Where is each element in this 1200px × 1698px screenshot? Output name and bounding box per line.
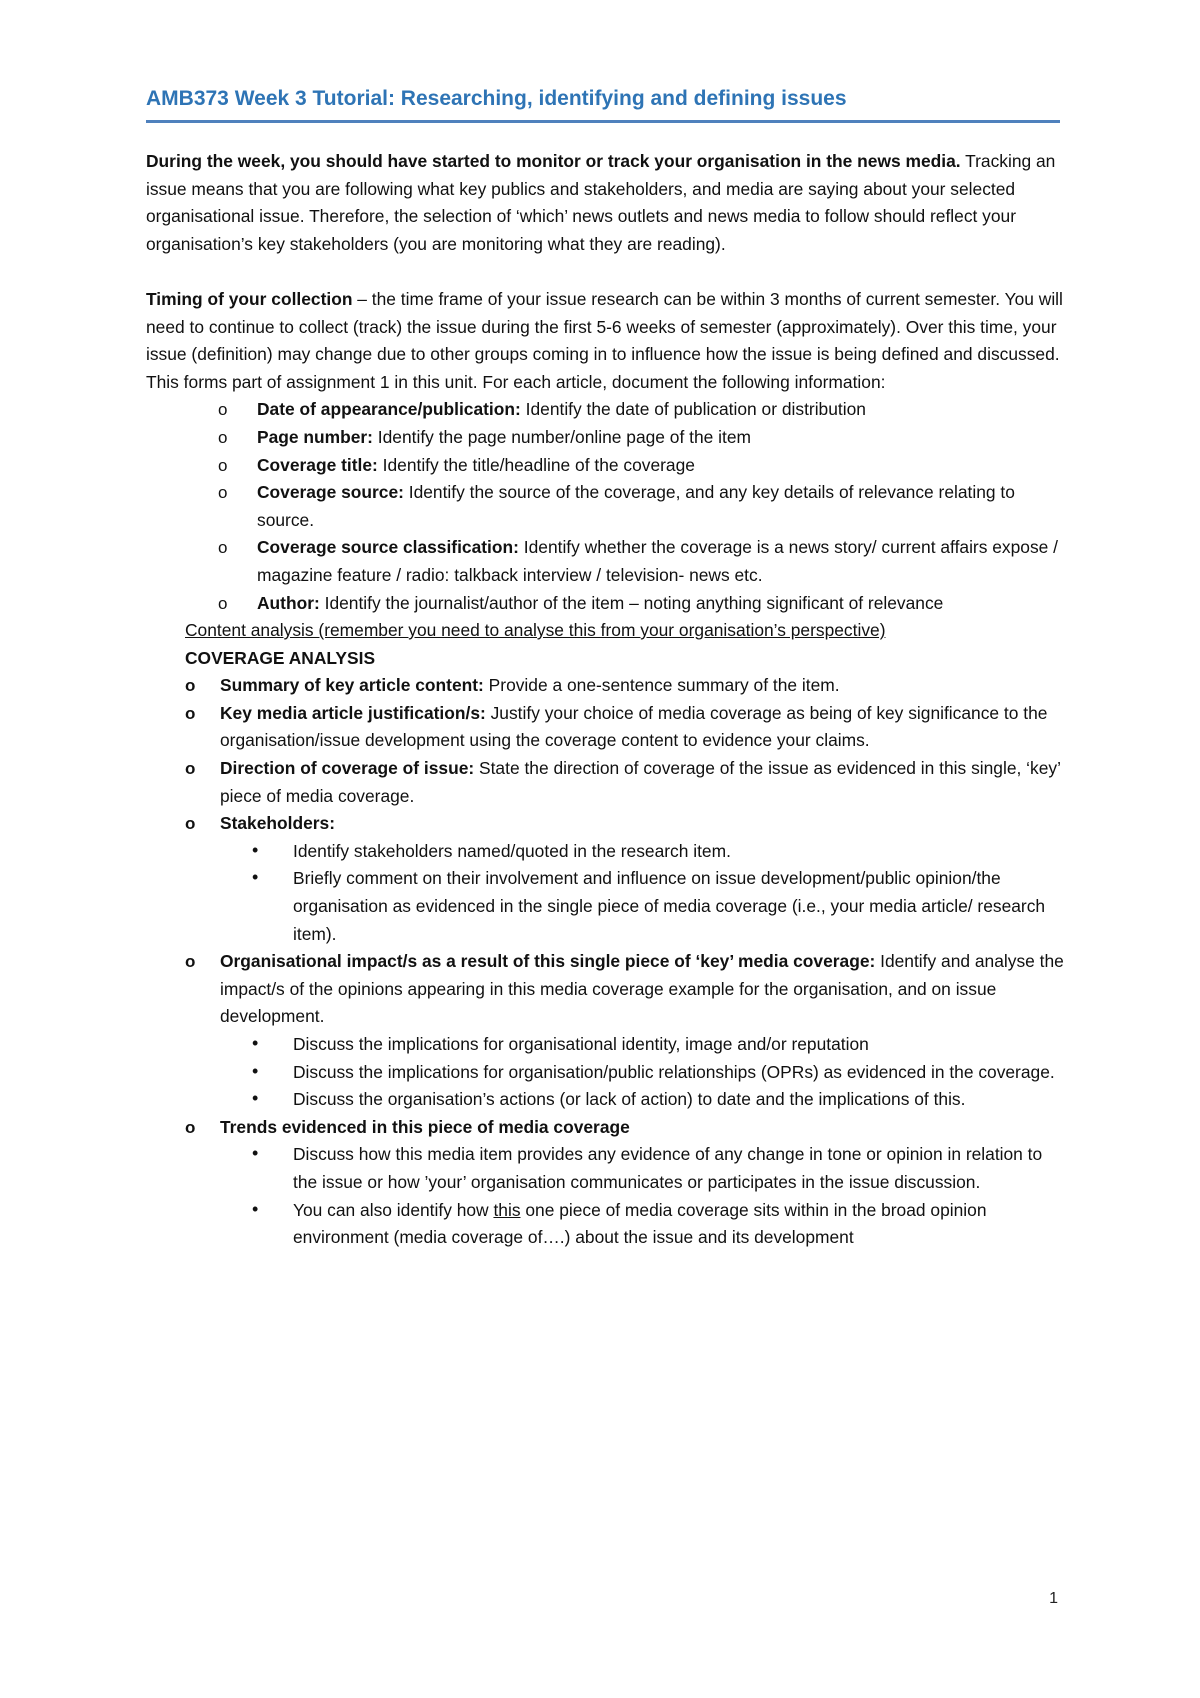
article-checklist bbox=[146, 396, 1066, 617]
circle-marker: o bbox=[218, 483, 228, 503]
timing-paragraph bbox=[146, 286, 1066, 396]
bullet-marker: • bbox=[252, 1198, 259, 1219]
circle-marker: o bbox=[218, 455, 228, 475]
list-item: o Trends evidenced in this piece of media coverage bbox=[146, 1114, 1066, 1142]
circle-marker: o bbox=[185, 676, 196, 696]
document-body bbox=[146, 148, 1066, 1252]
bullet-marker: • bbox=[252, 1060, 259, 1081]
intro-text: Tracking an issue means that you are following what key publics and stakeholders, and media are saying about your selected organisational issue. Therefore, the selection of ‘which’ news outlets and news media to follow should reflect your organisation’s key stakeholders (you are monitoring what they are reading). bbox=[146, 151, 1056, 254]
circle-marker: o bbox=[185, 1117, 196, 1137]
circle-marker: o bbox=[218, 538, 228, 558]
list-item: o Page number: Identify the page number/online page of the item bbox=[146, 424, 1066, 452]
list-item: o Direction of coverage of issue: State the direction of coverage of the issue as evidenced in this single, ‘key’ piece of media coverage. bbox=[146, 755, 1066, 810]
circle-marker: o bbox=[218, 593, 228, 613]
bullet-marker: • bbox=[252, 1033, 259, 1053]
bullet-item: • Briefly comment on their involvement and influence on issue development/public opinion/the organisation as evidenced in the single piece of media coverage (i.e., your media article/ research item). bbox=[146, 865, 1066, 948]
list-item: o Stakeholders: bbox=[146, 810, 1066, 838]
document-title: AMB373 Week 3 Tutorial: Researching, identifying and defining issues bbox=[146, 86, 1060, 123]
list-item: o Coverage source: Identify the source of the coverage, and any key details of relevance relating to source. bbox=[146, 479, 1066, 534]
bullet-item: • Identify stakeholders named/quoted in the research item. bbox=[146, 838, 1066, 866]
intro-paragraph bbox=[146, 148, 1066, 258]
circle-marker: o bbox=[185, 814, 196, 834]
list-item: o Coverage title: Identify the title/headline of the coverage bbox=[146, 452, 1066, 480]
list-item: o Key media article justification/s: Justify your choice of media coverage as being of key significance to the organisation/issue development using the coverage content to evidence your claims. bbox=[146, 700, 1066, 755]
intro-lead: During the week, you should have started to monitor or track your organisation in the news media. bbox=[146, 151, 961, 171]
bullet-marker: • bbox=[252, 867, 259, 888]
list-item: o Date of appearance/publication: Identify the date of publication or distribution bbox=[146, 396, 1066, 424]
bullet-item: • You can also identify how this one piece of media coverage sits within in the broad opinion environment (media coverage of….) about the issue and its development bbox=[146, 1197, 1066, 1252]
circle-marker: o bbox=[185, 703, 196, 723]
bullet-item: • Discuss the implications for organisation/public relationships (OPRs) as evidenced in the coverage. bbox=[146, 1059, 1066, 1087]
page-number: 1 bbox=[1049, 1590, 1058, 1607]
list-item: o Organisational impact/s as a result of this single piece of ‘key’ media coverage: Identify and analyse the impact/s of the opinions appearing in this media coverage example for the organisation, and on issue development. bbox=[146, 948, 1066, 1031]
bullet-marker: • bbox=[252, 839, 259, 860]
circle-marker: o bbox=[185, 759, 196, 779]
circle-marker: o bbox=[218, 427, 228, 447]
circle-marker: o bbox=[185, 952, 196, 972]
bullet-item: • Discuss the implications for organisational identity, image and/or reputation bbox=[146, 1031, 1066, 1059]
list-item: o Summary of key article content: Provide a one-sentence summary of the item. bbox=[146, 672, 1066, 700]
content-analysis-heading: Content analysis (remember you need to analyse this from your organisation’s perspective) bbox=[185, 620, 886, 641]
list-item: o Coverage source classification: Identify whether the coverage is a news story/ current affairs expose / magazine feature / radio: talkback interview / television- news etc. bbox=[146, 534, 1066, 589]
bullet-marker: • bbox=[252, 1088, 259, 1109]
timing-lead: Timing of your collection bbox=[146, 288, 353, 309]
circle-marker: o bbox=[218, 400, 228, 420]
bullet-item: • Discuss the organisation’s actions (or lack of action) to date and the implications of this. bbox=[146, 1086, 1066, 1114]
timing-text: – the time frame of your issue research can be within 3 months of current semester. You will need to continue to collect (track) the issue during the first 5-6 weeks of semester (approximately). Over this time, your issue (definition) may change due to other groups coming in to influence how the issue is being defined and discussed. This forms part of assignment 1 in this unit. For each article, document the following information: bbox=[146, 288, 1063, 392]
bullet-marker: • bbox=[252, 1143, 259, 1164]
bullet-item: • Discuss how this media item provides any evidence of any change in tone or opinion in relation to the issue or how ’your’ organisation communicates or participates in the issue discussion. bbox=[146, 1141, 1066, 1196]
analysis-list bbox=[146, 672, 1066, 1251]
list-item: o Author: Identify the journalist/author of the item – noting anything significant of relevance bbox=[146, 590, 1066, 618]
coverage-analysis-heading: COVERAGE ANALYSIS bbox=[185, 647, 376, 668]
